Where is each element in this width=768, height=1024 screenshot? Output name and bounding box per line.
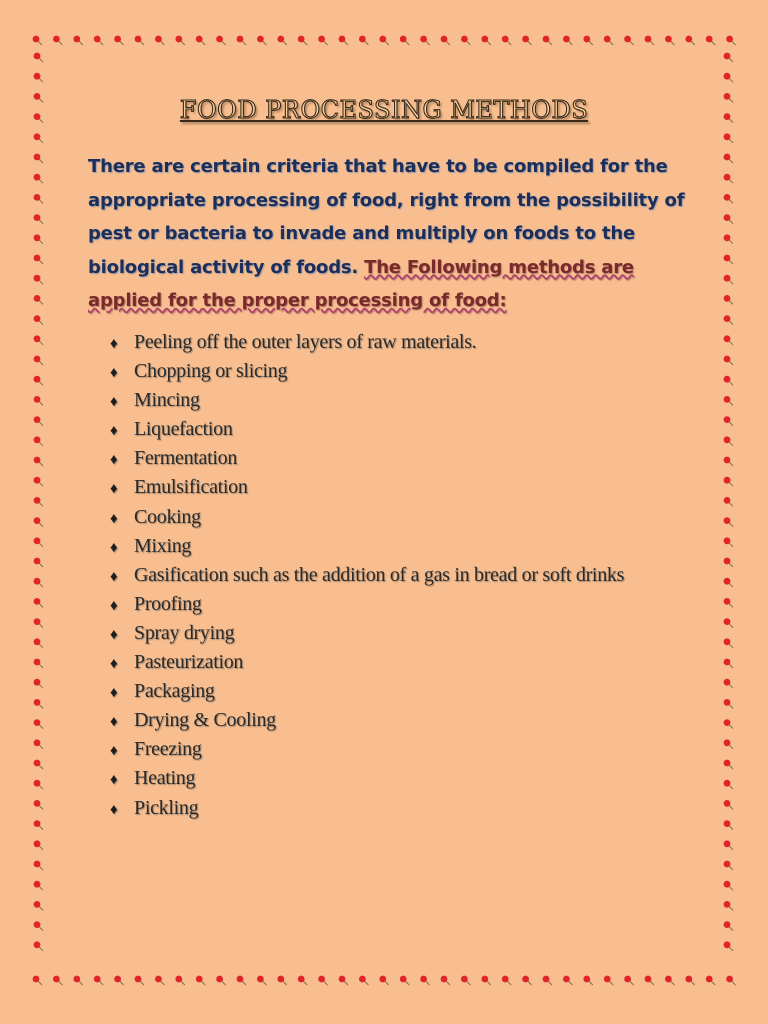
pin-icon [522,976,531,985]
pin-icon [481,976,490,985]
list-item [110,357,730,386]
pin-icon [34,315,43,324]
pin-icon [685,36,694,45]
pin-icon [34,699,43,708]
pin-icon [34,578,43,587]
list-item-text: Spray drying [134,621,235,644]
list-item-text: Mixing [134,534,192,557]
pin-icon [34,174,43,183]
pin-icon [34,679,43,688]
pin-icon [724,275,733,284]
list-item [110,328,730,357]
pin-icon [543,976,552,985]
list-item-text: Pickling [134,796,199,819]
pin-icon [665,976,674,985]
pin-icon [724,881,733,890]
list-item [110,444,730,473]
list-item [110,473,730,502]
pin-icon [420,976,429,985]
pin-icon [724,921,733,930]
diamond-bullet-icon: ♦ [110,481,118,498]
list-item-text: Gasification such as the addition of a gas in bread or soft drinks [134,563,625,586]
pin-icon [34,73,43,82]
pin-icon [34,780,43,789]
pin-icon [441,976,450,985]
decorative-border-top [30,32,738,50]
diamond-bullet-icon: ♦ [110,510,118,527]
diamond-bullet-icon: ♦ [110,801,118,818]
pin-icon [724,214,733,223]
page-title: FOOD PROCESSING METHODS [179,96,589,124]
pin-icon [726,976,735,985]
pin-icon [34,517,43,526]
pin-icon [257,36,266,45]
pin-icon [624,976,633,985]
pin-icon [724,194,733,203]
list-item [110,532,730,561]
pin-icon [379,36,388,45]
intro-text: There are certain criteria that have to be compiled for the appropriate processing of food, right from the possibility of pest or bacteria to invade and multiply on foods to the biological activity of foods. [88,156,685,278]
diamond-bullet-icon: ♦ [110,772,118,789]
pin-icon [216,36,225,45]
pin-icon [318,976,327,985]
pin-icon [298,36,307,45]
list-item-text: Freezing [134,738,202,761]
pin-icon [34,356,43,365]
pin-icon [175,36,184,45]
pin-icon [481,36,490,45]
list-item [110,677,730,706]
pin-icon [706,36,715,45]
pin-icon [33,36,42,45]
pin-icon [724,133,733,142]
diamond-bullet-icon: ♦ [110,394,118,411]
list-item-text: Emulsification [134,476,248,499]
pin-icon [420,36,429,45]
pin-icon [339,36,348,45]
pin-icon [34,416,43,425]
list-item-text: Drying & Cooling [134,709,276,732]
pin-icon [502,976,511,985]
pin-icon [34,396,43,405]
pin-icon [114,36,123,45]
pin-icon [34,941,43,950]
list-item-text: Mincing [134,389,200,412]
list-item [110,619,730,648]
diamond-bullet-icon: ♦ [110,597,118,614]
pin-icon [724,53,733,62]
pin-icon [563,36,572,45]
pin-icon [724,901,733,910]
pin-icon [665,36,674,45]
pin-icon [34,214,43,223]
pin-icon [645,976,654,985]
pin-icon [461,36,470,45]
pin-icon [196,36,205,45]
pin-icon [34,133,43,142]
pin-icon [400,976,409,985]
pin-icon [624,36,633,45]
decorative-border-left [30,32,48,990]
pin-icon [237,976,246,985]
pin-icon [724,941,733,950]
pin-icon [563,976,572,985]
pin-icon [34,376,43,385]
pin-icon [34,739,43,748]
list-item [110,794,730,823]
pin-icon [34,275,43,284]
list-item-text: Proofing [134,592,202,615]
pin-icon [34,760,43,769]
pin-icon [34,154,43,163]
pin-icon [34,436,43,445]
list-item [110,415,730,444]
list-item-text: Heating [134,767,196,790]
pin-icon [34,840,43,849]
pin-icon [135,36,144,45]
pin-icon [359,976,368,985]
list-item [110,706,730,735]
list-item-text: Packaging [134,680,215,703]
pin-icon [155,976,164,985]
pin-icon [34,800,43,809]
pin-icon [196,976,205,985]
pin-icon [724,174,733,183]
diamond-bullet-icon: ♦ [110,539,118,556]
pin-icon [53,36,62,45]
pin-icon [34,335,43,344]
list-item [110,648,730,677]
list-item-text: Chopping or slicing [134,360,288,383]
diamond-bullet-icon: ♦ [110,423,118,440]
pin-icon [502,36,511,45]
pin-icon [400,36,409,45]
pin-icon [724,861,733,870]
pin-icon [724,295,733,304]
pin-icon [114,976,123,985]
list-item [110,735,730,764]
pin-icon [522,36,531,45]
pin-icon [34,477,43,486]
pin-icon [685,976,694,985]
pin-icon [379,976,388,985]
pin-icon [34,295,43,304]
pin-icon [34,598,43,607]
pin-icon [724,840,733,849]
pin-icon [583,36,592,45]
pin-icon [359,36,368,45]
pin-icon [94,976,103,985]
list-item [110,386,730,415]
pin-icon [53,976,62,985]
diamond-bullet-icon: ♦ [110,336,118,352]
pin-icon [724,315,733,324]
methods-list [110,328,730,823]
diamond-bullet-icon: ♦ [110,743,118,760]
list-item-text: Liquefaction [134,418,233,441]
pin-icon [277,976,286,985]
pin-icon [726,36,735,45]
list-item-text: Pasteurization [134,651,244,674]
pin-icon [34,255,43,264]
pin-icon [34,558,43,567]
pin-icon [583,976,592,985]
pin-icon [237,36,246,45]
diamond-bullet-icon: ♦ [110,714,118,731]
pin-icon [73,36,82,45]
diamond-bullet-icon: ♦ [110,626,118,643]
intro-paragraph [88,150,688,318]
list-item [110,764,730,793]
pin-icon [155,36,164,45]
pin-icon [34,234,43,243]
pin-icon [216,976,225,985]
pin-icon [604,36,613,45]
pin-icon [724,73,733,82]
intro-emphasis: The Following methods are applied for the proper processing of food: [88,256,634,311]
pin-icon [73,976,82,985]
list-item [110,590,730,619]
list-item-text: Cooking [134,505,201,528]
pin-icon [34,497,43,506]
pin-icon [724,234,733,243]
pin-icon [175,976,184,985]
diamond-bullet-icon: ♦ [110,365,118,382]
diamond-bullet-icon: ♦ [110,685,118,702]
pin-icon [34,659,43,668]
list-item-text: Fermentation [134,447,238,470]
pin-icon [461,976,470,985]
pin-icon [33,976,42,985]
list-item [110,503,730,532]
pin-icon [34,194,43,203]
pin-icon [645,36,654,45]
pin-icon [34,53,43,62]
pin-icon [257,976,266,985]
pin-icon [34,638,43,647]
list-item [110,561,730,590]
pin-icon [339,976,348,985]
pin-icon [724,154,733,163]
pin-icon [34,881,43,890]
pin-icon [135,976,144,985]
pin-icon [34,537,43,546]
pin-icon [94,36,103,45]
pin-icon [34,901,43,910]
pin-icon [724,255,733,264]
pin-icon [34,618,43,627]
pin-icon [706,976,715,985]
pin-icon [543,36,552,45]
diamond-bullet-icon: ♦ [110,452,118,469]
decorative-border-bottom [30,972,738,990]
diamond-bullet-icon: ♦ [110,568,118,585]
pin-icon [298,976,307,985]
pin-icon [441,36,450,45]
pin-icon [34,861,43,870]
diamond-bullet-icon: ♦ [110,656,118,673]
pin-icon [318,36,327,45]
pin-icon [34,719,43,728]
pin-icon [34,921,43,930]
pin-icon [604,976,613,985]
pin-icon [34,457,43,466]
list-item-text: Peeling off the outer layers of raw materials. [134,331,477,353]
pin-icon [277,36,286,45]
pin-icon [34,820,43,829]
